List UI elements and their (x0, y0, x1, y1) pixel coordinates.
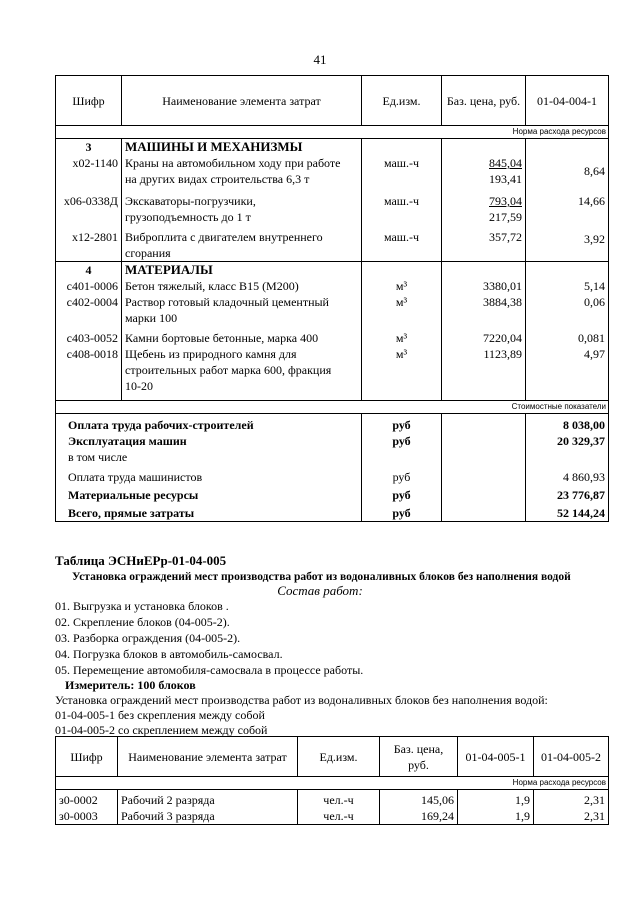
summary-value: 8 038,00 (526, 414, 609, 434)
summary-label: Материальные ресурсы (56, 485, 362, 503)
table-row (56, 790, 609, 809)
summary-label: в том числе (56, 449, 362, 465)
work-item: 03. Разборка ограждения (04-005-2). (55, 631, 241, 645)
row-name: Раствор готовый кладочный цементный марки 100 (122, 294, 362, 326)
norm-row (56, 777, 609, 790)
summary-label: Эксплуатация машин (56, 433, 362, 449)
row-code: з0-0003 (56, 808, 118, 825)
row-name: Виброплита с двигателем внутреннего сгорания (122, 225, 362, 262)
section-title: МАТЕРИАЛЫ (122, 262, 362, 279)
row-value-2: 2,31 (534, 790, 609, 809)
row-name: Щебень из природного камня для строительных работ марка 600, фракция 10-20 (122, 346, 362, 401)
table-row (56, 294, 609, 326)
col-header-name: Наименование элемента затрат (122, 76, 362, 126)
row-unit: маш.-ч (362, 225, 442, 262)
table2-title: Таблица ЭСНиЕРр-01-04-005 (55, 553, 227, 568)
work-item: 01. Выгрузка и установка блоков . (55, 599, 229, 613)
row-value-1: 1,9 (458, 808, 534, 825)
row-unit: м³ (362, 346, 442, 401)
norm-row (56, 126, 609, 139)
work-item: 05. Перемещение автомобиля-самосвала в процессе работы. (55, 663, 364, 677)
row-name: Камни бортовые бетонные, марка 400 (122, 326, 362, 346)
col-header-price: Баз. цена, руб. (442, 76, 526, 126)
row-name: Экскаваторы-погрузчики, грузоподъемность до 1 т (122, 187, 362, 225)
row-name: Рабочий 2 разряда (118, 790, 298, 809)
row-value: 3,92 (526, 225, 609, 262)
cost-label: Стоимостные показатели (56, 401, 609, 414)
col-header-code: Шифр (56, 737, 118, 777)
row-unit: чел.-ч (298, 790, 380, 809)
table-row (56, 225, 609, 262)
row-code: х02-1140 (56, 155, 122, 187)
row-code: з0-0002 (56, 790, 118, 809)
row-value: 0,081 (526, 326, 609, 346)
summary-unit: руб (362, 485, 442, 503)
table-row (56, 346, 609, 401)
col-header-unit: Ед.изм. (298, 737, 380, 777)
row-code: х12-2801 (56, 225, 122, 262)
row-unit: м³ (362, 326, 442, 346)
row-price: 145,06 (380, 790, 458, 809)
table2-subtitle: Установка ограждений мест производства работ из водоналивных блоков без наполнения водой (72, 571, 571, 583)
summary-row (56, 433, 609, 449)
col-header-code-2: 01-04-005-2 (534, 737, 609, 777)
section-title: МАШИНЫ И МЕХАНИЗМЫ (122, 139, 362, 156)
row-code: с408-0018 (56, 346, 122, 401)
summary-label: Оплата труда машинистов (56, 465, 362, 485)
summary-value: 20 329,37 (526, 433, 609, 449)
row-price: 357,72 (442, 225, 526, 262)
work-composition-label: Состав работ: (277, 583, 363, 598)
row-code: с401-0006 (56, 278, 122, 294)
row-code: с403-0052 (56, 326, 122, 346)
row-price: 845,04 193,41 (442, 155, 526, 187)
summary-row (56, 414, 609, 434)
summary-unit: руб (362, 503, 442, 522)
page-number: 41 (313, 52, 327, 67)
row-price: 3884,38 (442, 294, 526, 326)
row-unit: маш.-ч (362, 155, 442, 187)
summary-unit: руб (362, 465, 442, 485)
row-value-2: 2,31 (534, 808, 609, 825)
row-unit: маш.-ч (362, 187, 442, 225)
col-header-code: Шифр (56, 76, 122, 126)
summary-label: Оплата труда рабочих-строителей (56, 414, 362, 434)
work-item: 02. Скрепление блоков (04-005-2). (55, 615, 230, 629)
row-price: 169,24 (380, 808, 458, 825)
table-header-row (56, 76, 609, 126)
summary-label: Всего, прямые затраты (56, 503, 362, 522)
variant-item: 01-04-005-2 со скреплением между собой (55, 723, 268, 737)
summary-value: 4 860,93 (526, 465, 609, 485)
summary-value: 23 776,87 (526, 485, 609, 503)
row-value: 4,97 (526, 346, 609, 401)
row-value: 8,64 (526, 155, 609, 187)
table-row (56, 155, 609, 187)
col-header-code-1: 01-04-005-1 (458, 737, 534, 777)
summary-row (56, 449, 609, 465)
section-header-machines (56, 139, 609, 156)
col-header-code-1: 01-04-004-1 (526, 76, 609, 126)
table-row (56, 187, 609, 225)
col-header-name: Наименование элемента затрат (118, 737, 298, 777)
col-header-unit: Ед.изм. (362, 76, 442, 126)
row-value: 14,66 (526, 187, 609, 225)
table-header-row (56, 737, 609, 777)
row-name: Краны на автомобильном ходу при работе на других видах строительства 6,3 т (122, 155, 362, 187)
row-value-1: 1,9 (458, 790, 534, 809)
row-unit: чел.-ч (298, 808, 380, 825)
section-number: 3 (56, 139, 122, 156)
summary-row (56, 503, 609, 522)
table-row (56, 278, 609, 294)
norm-label: Норма расхода ресурсов (56, 126, 609, 139)
row-price: 7220,04 (442, 326, 526, 346)
section-header-materials (56, 262, 609, 279)
table-row (56, 808, 609, 825)
row-price: 1123,89 (442, 346, 526, 401)
row-value: 5,14 (526, 278, 609, 294)
variant-item: 01-04-005-1 без скрепления между собой (55, 708, 265, 722)
summary-unit: руб (362, 414, 442, 434)
resource-table-1 (55, 75, 609, 522)
row-unit: м³ (362, 294, 442, 326)
col-header-price: Баз. цена, руб. (380, 737, 458, 777)
row-name: Рабочий 3 разряда (118, 808, 298, 825)
summary-row (56, 485, 609, 503)
summary-unit: руб (362, 433, 442, 449)
row-unit: м³ (362, 278, 442, 294)
summary-row (56, 465, 609, 485)
row-name: Бетон тяжелый, класс В15 (М200) (122, 278, 362, 294)
table-row (56, 326, 609, 346)
row-price: 793,04 217,59 (442, 187, 526, 225)
row-code: с402-0004 (56, 294, 122, 326)
row-price: 3380,01 (442, 278, 526, 294)
row-value: 0,06 (526, 294, 609, 326)
norm-label: Норма расхода ресурсов (56, 777, 609, 790)
cost-row (56, 401, 609, 414)
resource-table-2 (55, 736, 609, 825)
section-number: 4 (56, 262, 122, 279)
meter-label: Измеритель: 100 блоков (65, 678, 196, 692)
row-code: х06-0338Д (56, 187, 122, 225)
work-item: 04. Погрузка блоков в автомобиль-самосвал. (55, 647, 283, 661)
summary-value: 52 144,24 (526, 503, 609, 522)
variant-intro: Установка ограждений мест производства работ из водоналивных блоков без наполнения водой: (55, 693, 548, 707)
